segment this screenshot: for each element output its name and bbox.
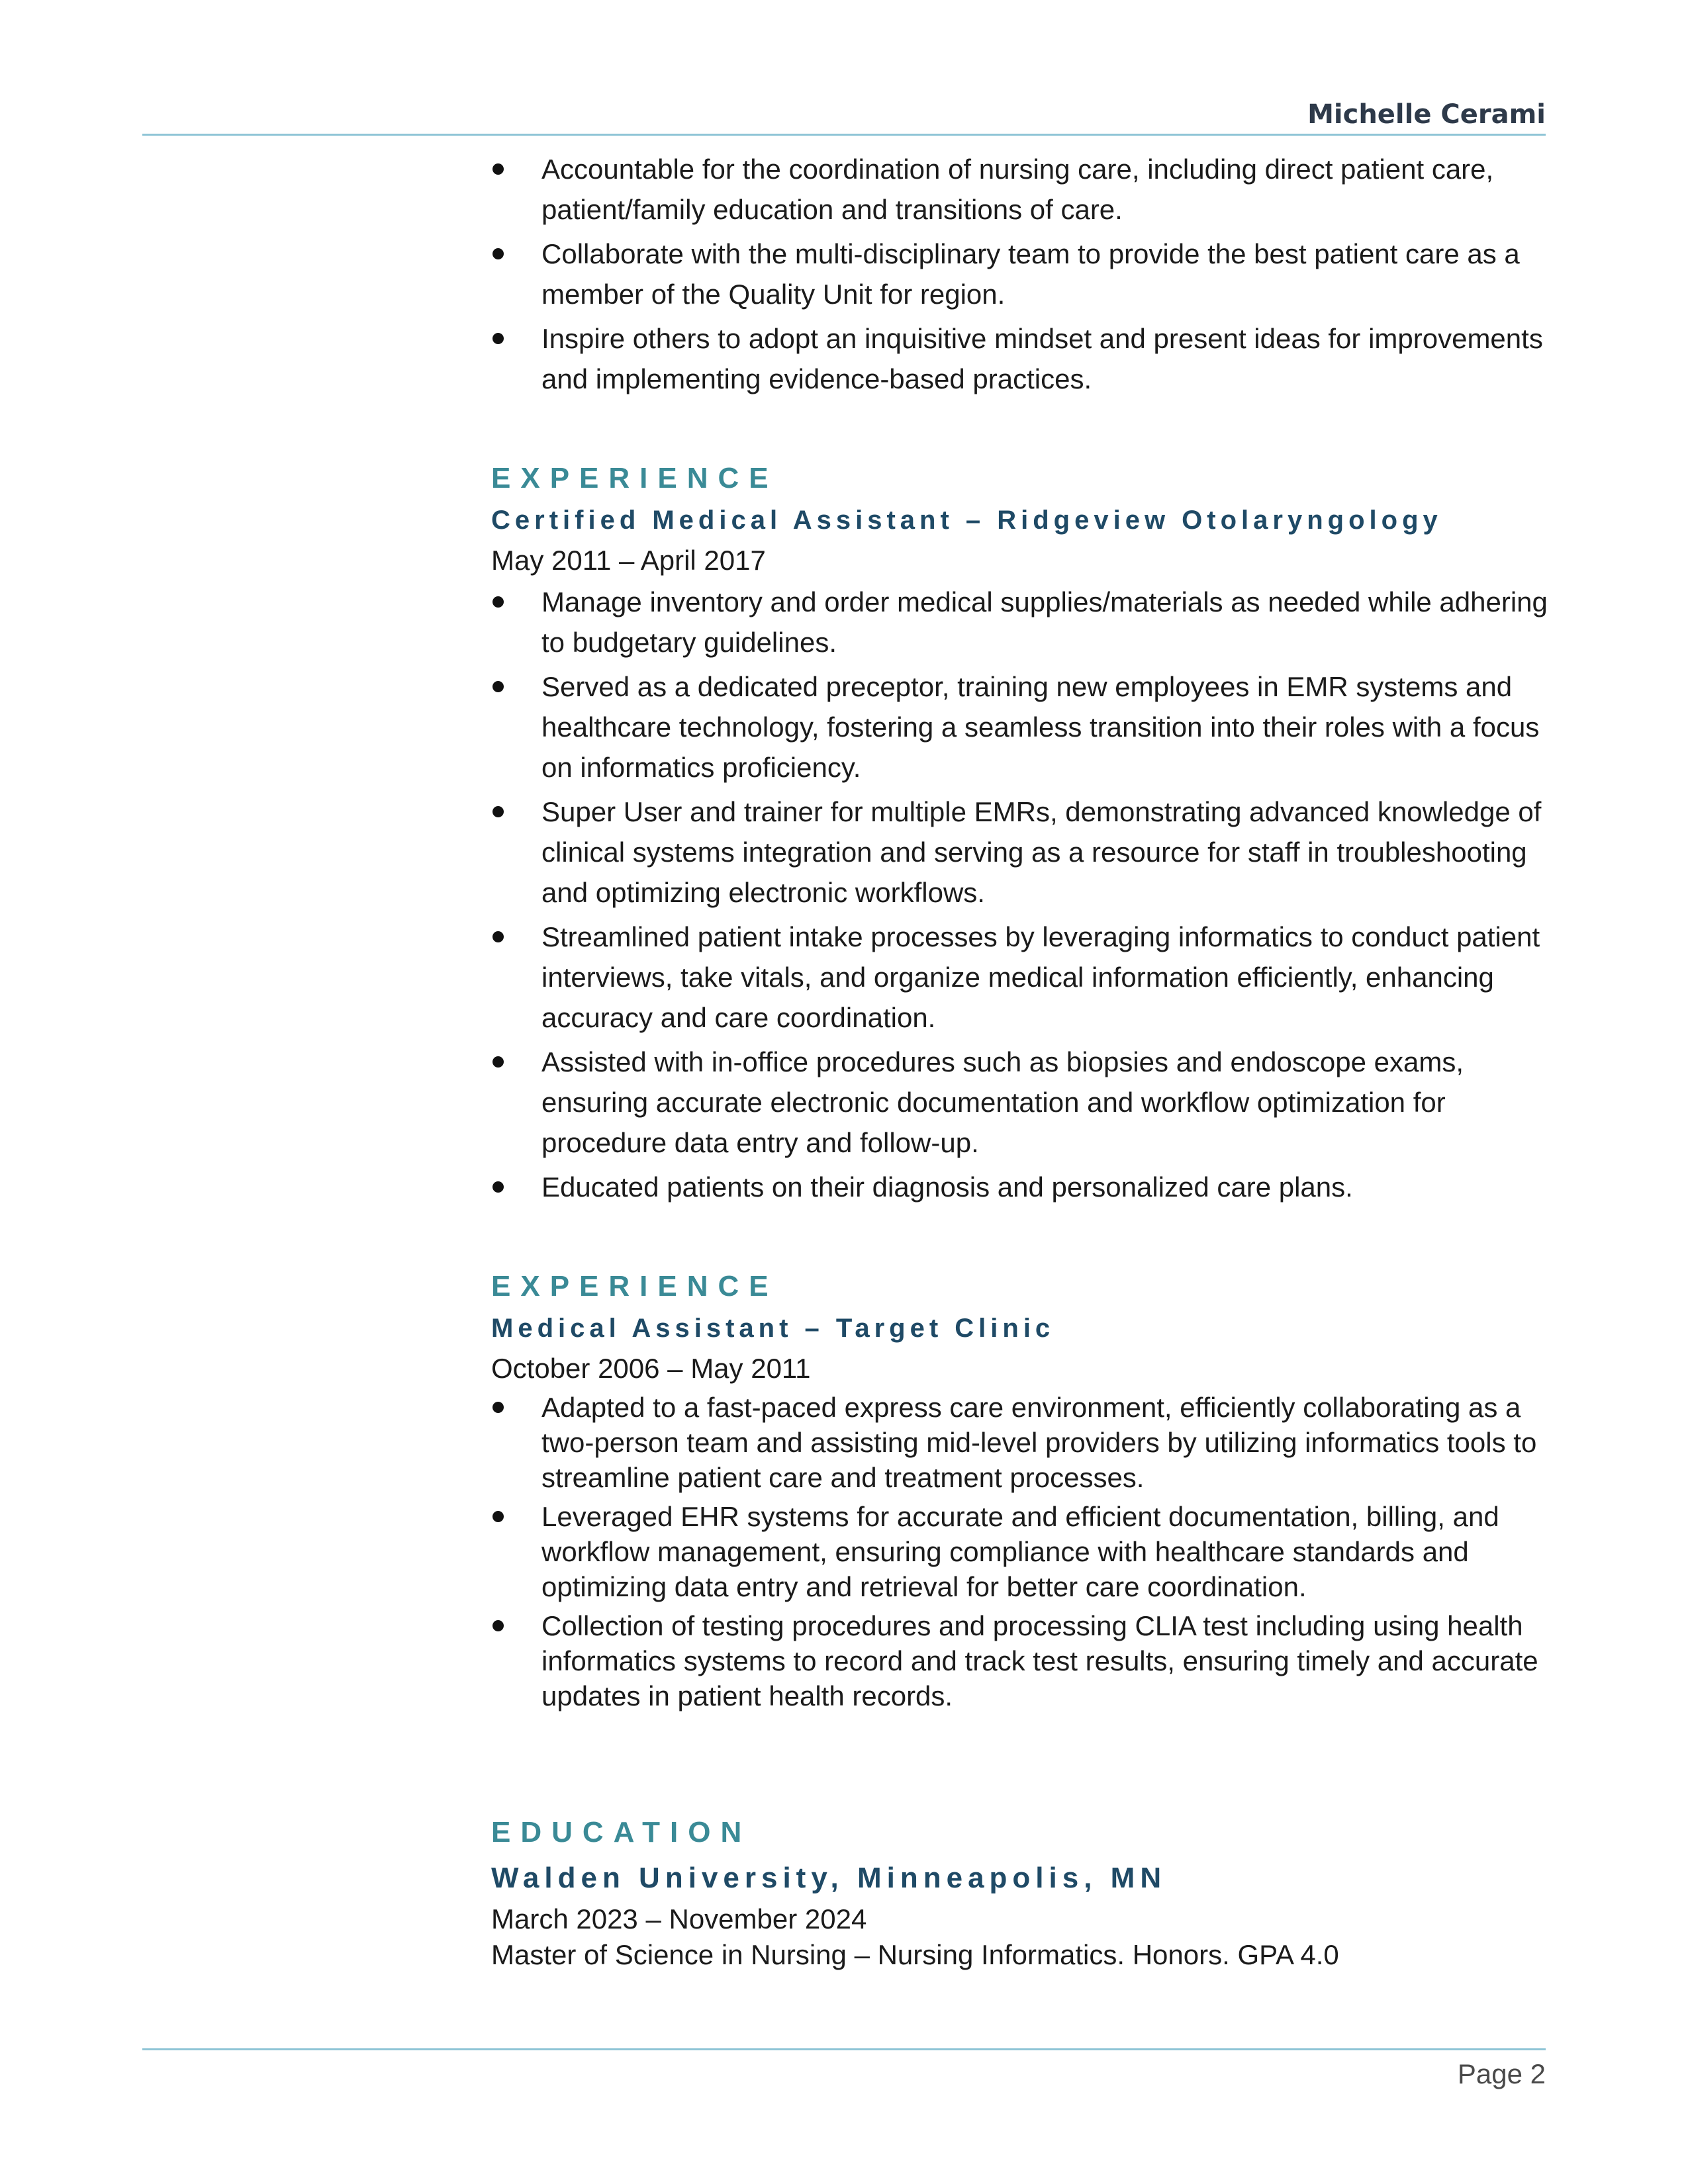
- job-title: Certified Medical Assistant – Ridgeview Otolaryngology: [491, 506, 1442, 535]
- section-title: EXPERIENCE: [491, 1270, 778, 1302]
- list-item: Assisted with in-office procedures such as biopsies and endoscope exams, ensuring accurate electronic documentation and workflow optimization for procedure data entry and follow-up.: [491, 1042, 1550, 1163]
- job-title: Medical Assistant – Target Clinic: [491, 1314, 1055, 1343]
- school-name: Walden University, Minneapolis, MN: [491, 1862, 1167, 1894]
- header-divider: [142, 134, 1546, 136]
- list-item: Collection of testing procedures and processing CLIA test including using health informatics systems to record and track test results, ensuring timely and accurate updates in patient health records.: [491, 1608, 1550, 1713]
- section-title: EXPERIENCE: [491, 462, 778, 494]
- job-bullet-list: [491, 1390, 1550, 1713]
- header-name: Michelle Cerami: [1307, 99, 1546, 130]
- page-number: Page 2: [1457, 2058, 1546, 2089]
- list-item: Super User and trainer for multiple EMRs, demonstrating advanced knowledge of clinical systems integration and serving as a resource for staff in troubleshooting and optimizing electronic workflows.: [491, 792, 1550, 913]
- degree: Master of Science in Nursing – Nursing Informatics. Honors. GPA 4.0: [491, 1939, 1339, 1970]
- job-bullet-list: [491, 582, 1550, 1207]
- list-item: Leveraged EHR systems for accurate and efficient documentation, billing, and workflow management, ensuring compliance with healthcare standards and optimizing data entry and retrieval for better care coordination.: [491, 1499, 1550, 1604]
- list-item: Streamlined patient intake processes by leveraging informatics to conduct patient interviews, take vitals, and organize medical information efficiently, enhancing accuracy and care coordination.: [491, 917, 1550, 1038]
- education-dates: March 2023 – November 2024: [491, 1903, 867, 1934]
- list-item: Served as a dedicated preceptor, training new employees in EMR systems and healthcare technology, fostering a seamless transition into their roles with a focus on informatics proficiency.: [491, 666, 1550, 788]
- list-item: Inspire others to adopt an inquisitive mindset and present ideas for improvements and implementing evidence-based practices.: [491, 318, 1550, 399]
- list-item: Adapted to a fast-paced express care environment, efficiently collaborating as a two-person team and assisting mid-level providers by utilizing informatics tools to streamline patient care and treatment processes.: [491, 1390, 1550, 1495]
- list-item: Manage inventory and order medical supplies/materials as needed while adhering to budgetary guidelines.: [491, 582, 1550, 662]
- list-item: Collaborate with the multi-disciplinary team to provide the best patient care as a member of the Quality Unit for region.: [491, 234, 1550, 314]
- footer-divider: [142, 2048, 1546, 2050]
- education-section: [491, 1813, 1550, 1973]
- experience-section-1: [491, 459, 1550, 1207]
- continued-bullet-list: [491, 149, 1550, 399]
- experience-section-2: [491, 1267, 1550, 1713]
- job-dates: October 2006 – May 2011: [491, 1353, 811, 1384]
- list-item: Educated patients on their diagnosis and personalized care plans.: [491, 1167, 1550, 1207]
- job-dates: May 2011 – April 2017: [491, 545, 766, 576]
- list-item: Accountable for the coordination of nursing care, including direct patient care, patient/family education and transitions of care.: [491, 149, 1550, 230]
- section-title: EDUCATION: [491, 1816, 752, 1848]
- resume-body: [491, 149, 1550, 1973]
